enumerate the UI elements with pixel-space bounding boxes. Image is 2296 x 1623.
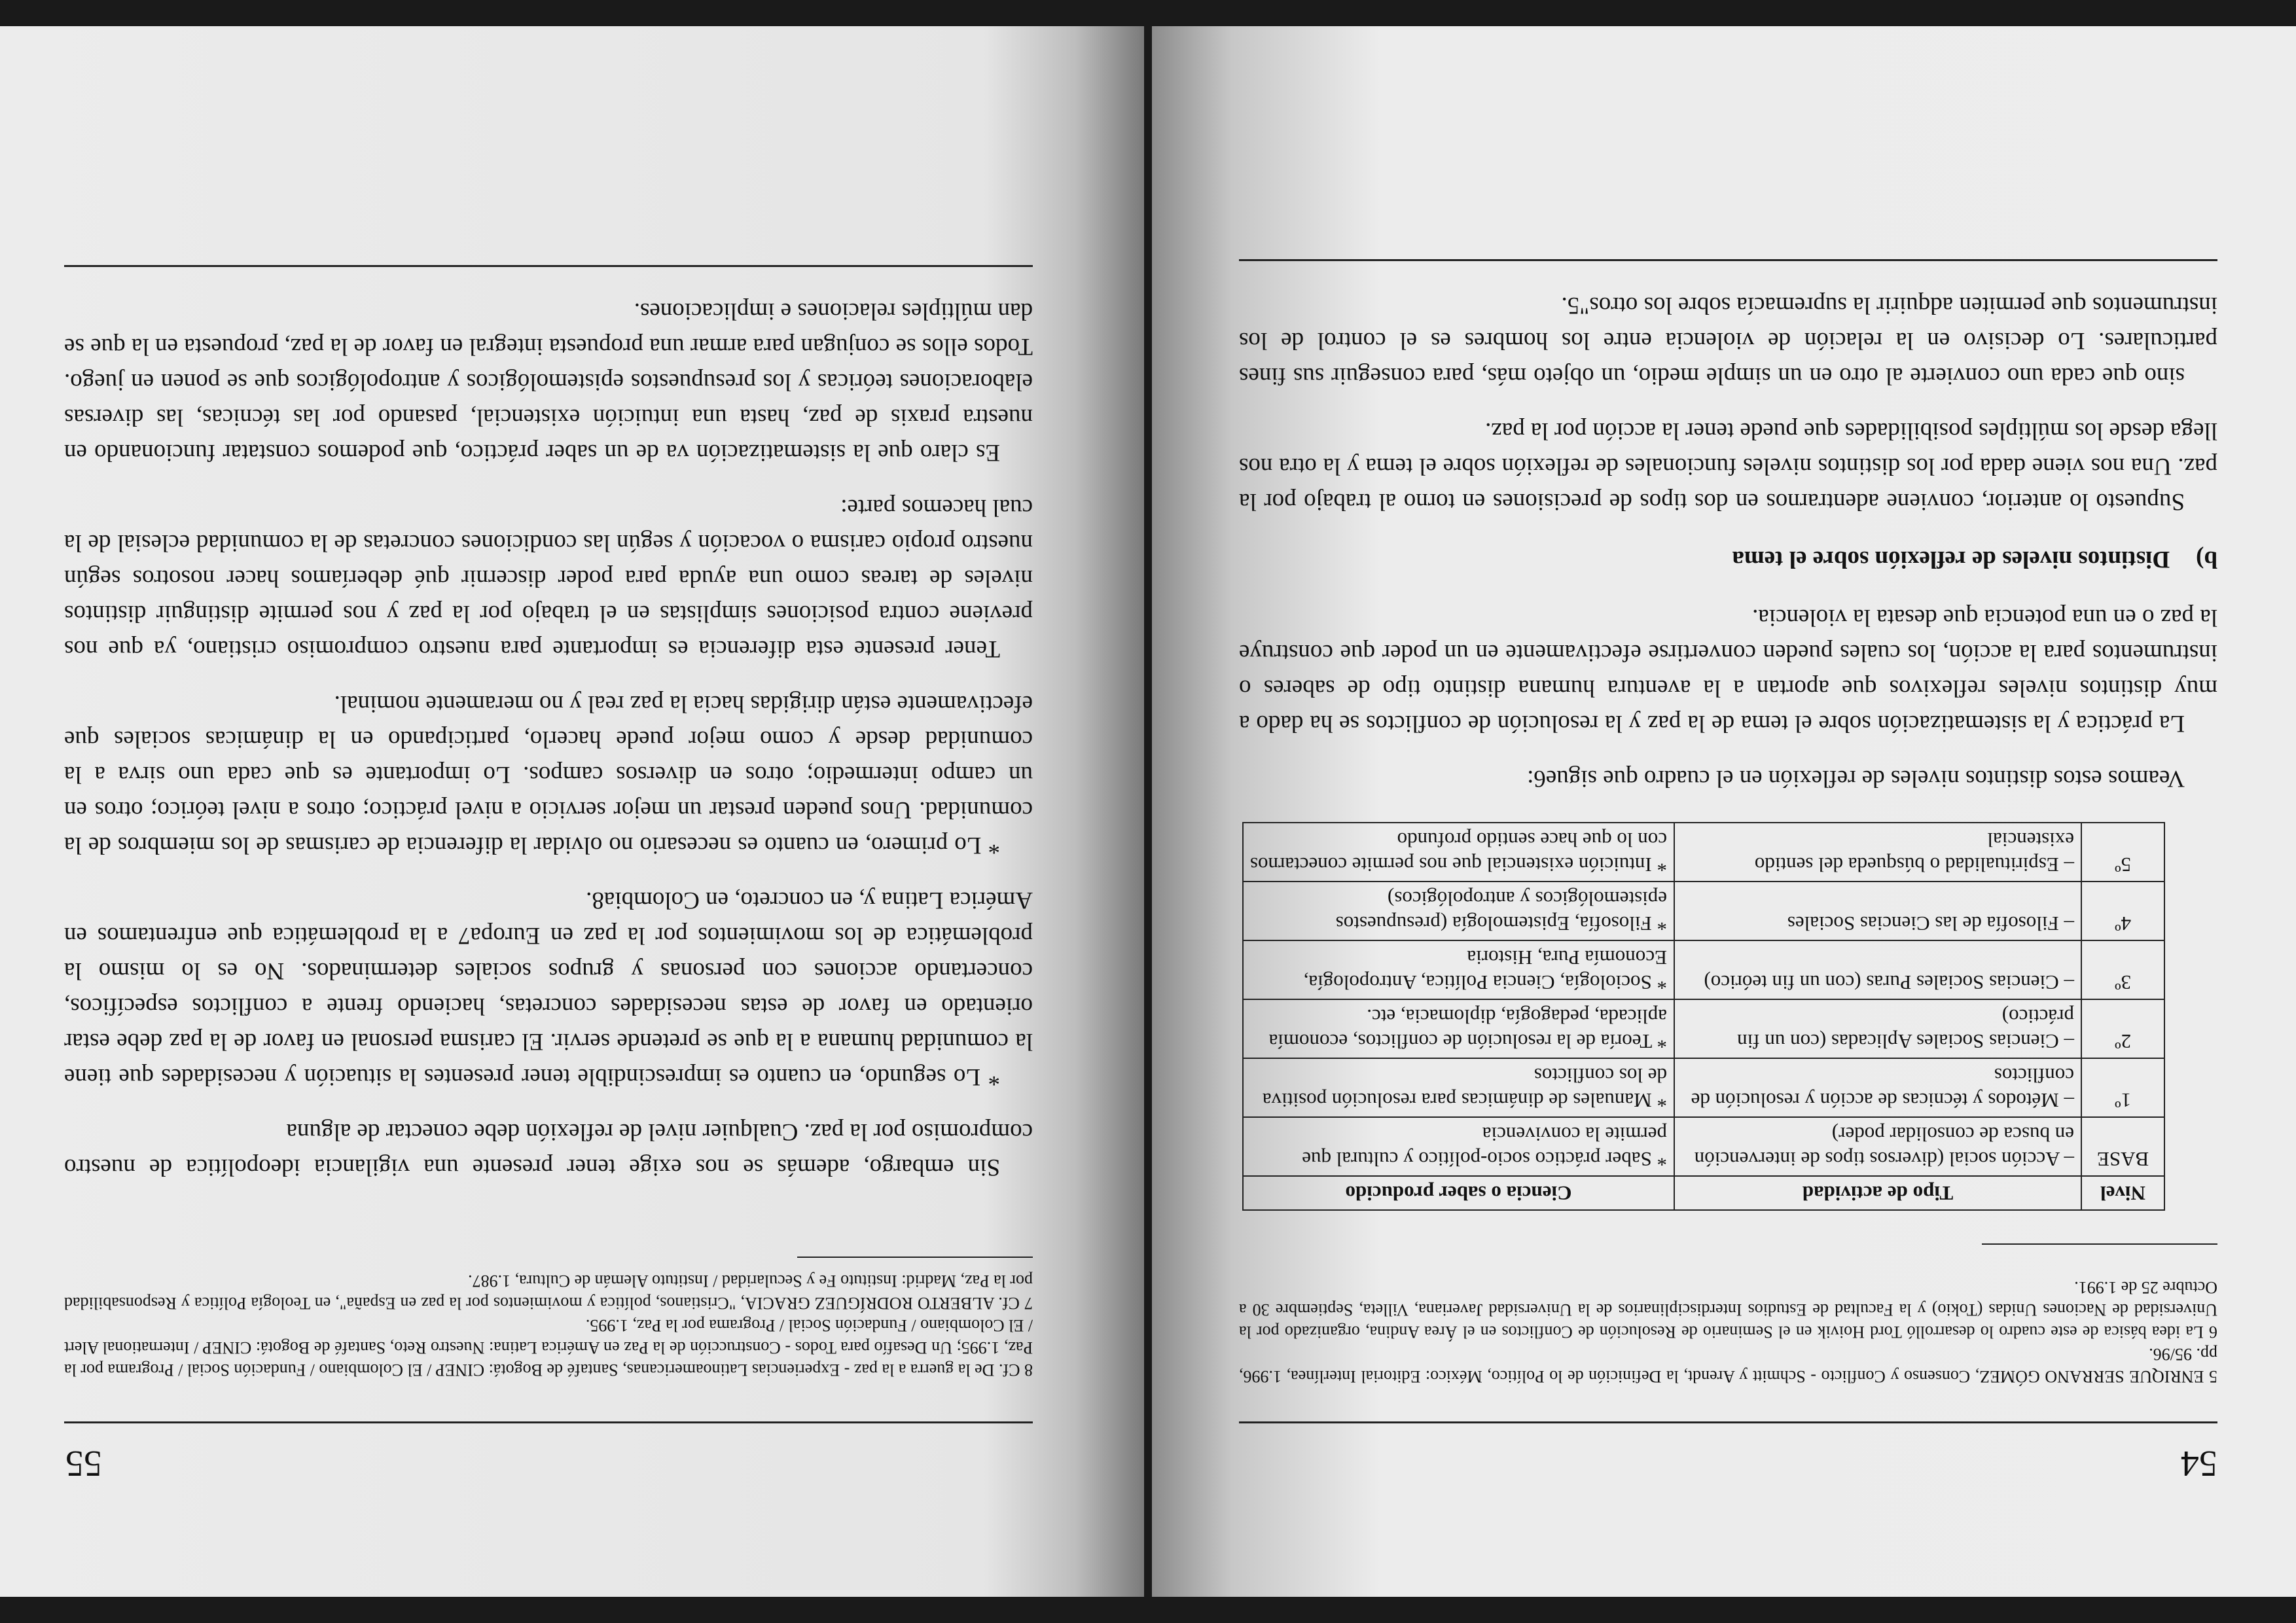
table-row bbox=[1243, 940, 2164, 999]
bullet-second: * Lo segundo, en cuanto es imprescindible tener presentes la situación y necesidades que tiene la comunidad humana a la que se pretende servir. El carisma personal en favor de la paz debe estar orientado en favor de estas necesidades concretas, haciendo frente a conflictos específicos, concertando acciones con personas y grupos sociales determinados. No es lo mismo la problemática de los movimientos por la paz en Europa7 a la problemática que enfrentamos en América Latina y, en concreto, en Colombia8. bbox=[64, 887, 1033, 1090]
footnote-5: 5 ENRIQUE SERRANO GÓMEZ, Consenso y Conflicto - Schmitt y Arendt, la Definición de lo Político, México: Editorial Interlínea, 1.996, pp. 95/96. bbox=[1239, 1345, 2217, 1386]
table-cell-activity: – Ciencias Sociales Aplicadas (con un fin práctico) bbox=[1674, 999, 2081, 1058]
table-row bbox=[1243, 882, 2164, 940]
header-rule bbox=[1239, 1421, 2217, 1423]
paragraph-systematization: Es claro que la sistematización va de un saber práctico, que podemos constatar funcionando en nuestra praxis de paz, hasta una intuición existencial, pasando por las técnicas, las diversas elaboraciones teóricas y los presupuestos epistemológicos y antropológicos que se ponen en juego. Todos ellos se conjugan para armar una propuesta integral en favor de la paz, propuesta en la que se dan múltiples relaciones e implicaciones. bbox=[64, 298, 1033, 466]
footnote-6: 6 La idea básica de este cuadro lo desarrolló Tord Hoivik en el Seminario de Resolución de Conflictos en el Área Andina, organizado por la Universidad de Naciones Unidas (Tokio) y la Facultad de Estudios Interdisciplinarios de la Universidad Javeriana, Villeta, Septiembre 30 a Octubre 25 de 1.991. bbox=[1239, 1278, 2217, 1342]
table-cell-activity: – Ciencias Sociales Puras (con un fin teórico) bbox=[1674, 940, 2081, 999]
page-number: 54 bbox=[2181, 1443, 2217, 1484]
page-54 bbox=[1152, 26, 2296, 1597]
header-tipo: Tipo de actividad bbox=[1674, 1176, 2081, 1210]
table-cell-activity: – Acción social (diversos tipos de intervención en busca de consolidar poder) bbox=[1674, 1117, 2081, 1176]
table-row bbox=[1243, 823, 2164, 882]
paragraph-reflection-levels: La práctica y la sistematización sobre el tema de la paz y la resolución de conflictos se ha dado a muy distintos niveles reflexivos que aportan a la aventura humana distinto tipo de saberes o instrumentos para la acción, los cuales pueden convertirse efectivamente en un poder que construye la paz o en una potencia que desata la violencia. bbox=[1239, 604, 2217, 737]
paragraph-intro: sino que cada uno convierte al otro en un simple medio, un objeto más, para conseguir sus fines particulares. Lo decisivo en la relación de violencia entre los hombres es el control de los instrumentos que permiten adquirir la supremacía sobre los otros"5. bbox=[1239, 292, 2217, 389]
bullet-first: * Lo primero, en cuanto es necesario no olvidar la diferencia de carismas de los miembros de la comunidad. Unos pueden prestar un mejor servicio a nivel práctico; otros a nivel teórico; otros en un campo intermedio; otros en diversos campos. Lo importante es que cada uno sirva a la comunidad desde y como mejor puede hacerlo, participando en la dinámicas sociales que efectivamente están dirigidas hacia la paz real y no meramente nominal. bbox=[64, 690, 1033, 859]
paragraph-vigilance: Sin embargo, además se nos exige tener presente una vigilancia ideopolítica de nuestro compromiso por la paz. Cualquier nivel de reflexión debe conectar de alguna bbox=[64, 1118, 1033, 1181]
page-number: 55 bbox=[65, 1443, 102, 1484]
header-rule bbox=[64, 1421, 1033, 1423]
section-heading bbox=[1239, 545, 2217, 573]
table-cell-science: * Saber práctico socio-político y cultural que permite la convivencia bbox=[1243, 1117, 1674, 1176]
header-nivel: Nivel bbox=[2081, 1176, 2164, 1210]
table-cell-level: 2º bbox=[2081, 999, 2164, 1058]
main-column bbox=[1239, 259, 2217, 1257]
table-cell-level: 1º bbox=[2081, 1058, 2164, 1117]
footnotes-block bbox=[1239, 1276, 2217, 1387]
section-heading-text: Distintos niveles de reflexión sobre el tema bbox=[1732, 546, 2170, 573]
section-heading-letter: b) bbox=[2196, 546, 2217, 573]
table-row bbox=[1243, 1117, 2164, 1176]
paragraph-table-intro: Veamos estos distintos niveles de reflexión en el cuadro que sigue6: bbox=[1527, 765, 2185, 792]
table-cell-level: 4º bbox=[2081, 882, 2164, 940]
header-ciencia: Ciencia o saber producido bbox=[1243, 1176, 1674, 1210]
paragraph-precisions: Supuesto lo anterior, conviene adentrarnos en dos tipos de precisiones en torno al trabajo por la paz. Una nos viene dada por los distintos niveles funcionales de reflexión sobre el tema y la otra nos llega desde los múltiples posibilidades que puede tener la acción por la paz. bbox=[1239, 418, 2217, 515]
table-cell-science: * Intuición existencial que nos permite conectarnos con lo que hace sentido profundo bbox=[1243, 823, 1674, 882]
bottom-rule bbox=[1239, 259, 2217, 261]
bottom-rule bbox=[64, 265, 1033, 267]
table-cell-activity: – Filosofía de las Ciencias Sociales bbox=[1674, 882, 2081, 940]
page-55 bbox=[0, 26, 1144, 1597]
main-column bbox=[64, 265, 1033, 1185]
table-cell-level: 5º bbox=[2081, 823, 2164, 882]
table-cell-science: * Filosofía, Epistemología (presupuestos epistemológicos y antropológicos) bbox=[1243, 882, 1674, 940]
table-header-row bbox=[1243, 1176, 2164, 1210]
table-cell-level: 3º bbox=[2081, 940, 2164, 999]
footnote-rule bbox=[797, 1257, 1033, 1258]
table-row bbox=[1243, 1058, 2164, 1117]
levels-table bbox=[1242, 822, 2165, 1211]
footnote-8: 8 Cf. De la guerra a la paz - Experiencias Latinoamericanas, Santafé de Bogotá: CINEP / El Colombiano / Fundación Social / Programa por la Paz, 1.995; Un Desafío para Todos - Construcción de la Paz en América Latina: Nuestro Reto, Santafé de Bogotá: CINEP / International Alert / El Colombiano / Fundación Social / Programa por la Paz, 1.995. bbox=[64, 1316, 1033, 1380]
footnote-7: 7 Cf. ALBERTO RODRÍGUEZ GRACIA, "Cristianos, política y movimientos por la paz en España", en Teología Política y Responsabilidad por la Paz, Madrid: Instituto Fe y Secularidad / Instituto Alemán de Cultura, 1.987. bbox=[64, 1272, 1033, 1313]
table-cell-science: * Manuales de dinámicas para resolución positiva de los conflictos bbox=[1243, 1058, 1674, 1117]
paragraph-difference: Tener presente esta diferencia es importante para nuestro compromiso cristiano, ya que nos previene contra posiciones simplistas en el trabajo por la paz y nos permite distinguir distintos niveles de tareas como una ayuda para poder discernir qué deberíamos hacer nosotros según nuestro propio carisma o vocación y según las condiciones concretas de la comunidad eclesial de la cual hacemos parte: bbox=[64, 494, 1033, 662]
table-row bbox=[1243, 999, 2164, 1058]
footnotes-block bbox=[64, 1247, 1033, 1381]
table-cell-science: * Teoría de la resolución de conflictos, economía aplicada, pedagogía, diplomacia, etc. bbox=[1243, 999, 1674, 1058]
footnote-rule bbox=[1982, 1243, 2217, 1245]
table-cell-activity: – Métodos y técnicas de acción y resolución de conflictos bbox=[1674, 1058, 2081, 1117]
table-cell-science: * Sociología, Ciencia Política, Antropología, Economía Pura, Historia bbox=[1243, 940, 1674, 999]
table-cell-level: BASE bbox=[2081, 1117, 2164, 1176]
table-cell-activity: – Espiritualidad o búsqueda del sentido existencial bbox=[1674, 823, 2081, 882]
